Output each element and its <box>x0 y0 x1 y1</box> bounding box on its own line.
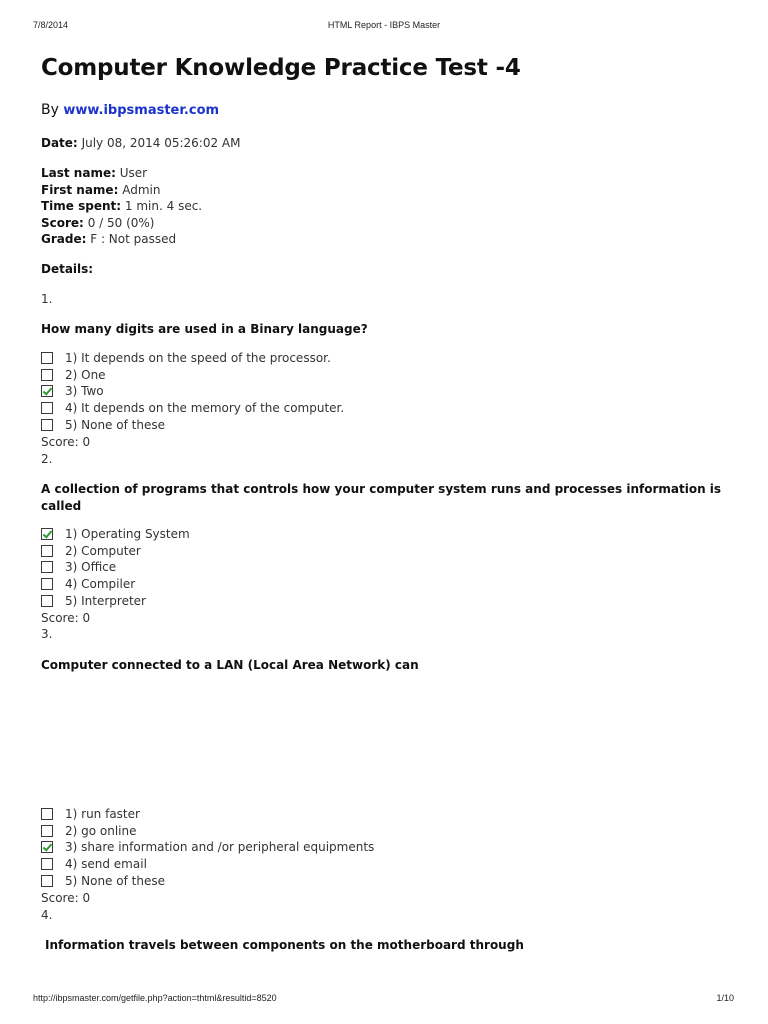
time-spent-label: Time spent: <box>41 199 122 214</box>
answer-options <box>41 526 190 609</box>
date-label: Date: <box>41 136 78 150</box>
score-label: Score: <box>41 215 84 230</box>
answer-option[interactable]: 5) None of these <box>41 872 374 889</box>
page-number: 1/10 <box>716 993 734 1003</box>
checkbox-icon[interactable] <box>41 858 53 870</box>
question-text: Information travels between components on the motherboard through <box>45 938 524 952</box>
checkbox-icon[interactable] <box>41 875 53 887</box>
question-number: 4. <box>41 908 53 922</box>
answer-option[interactable]: 2) Computer <box>41 543 190 560</box>
checkbox-icon[interactable] <box>41 825 53 837</box>
answer-option[interactable]: 5) None of these <box>41 416 344 433</box>
answer-option[interactable]: 3) Two <box>41 383 344 400</box>
checkbox-icon[interactable] <box>41 841 53 853</box>
last-name-label: Last name: <box>41 166 116 180</box>
report-title: Computer Knowledge Practice Test -4 <box>41 55 521 81</box>
byline <box>41 102 219 118</box>
answer-option[interactable]: 5) Interpreter <box>41 592 190 609</box>
question-score: Score: 0 <box>41 435 91 449</box>
grade-value: F : Not passed <box>90 232 177 247</box>
time-spent-row <box>41 198 202 215</box>
first-name-value: Admin <box>122 182 161 197</box>
grade-row <box>41 231 176 248</box>
question-number: 3. <box>41 627 53 641</box>
checkbox-icon[interactable] <box>41 808 53 820</box>
time-spent-value: 1 min. 4 sec. <box>124 199 203 214</box>
last-name-row <box>41 165 147 182</box>
checkbox-icon[interactable] <box>41 419 53 431</box>
checkbox-icon[interactable] <box>41 578 53 590</box>
checkbox-icon[interactable] <box>41 369 53 381</box>
first-name-label: First name: <box>41 182 119 197</box>
answer-option[interactable]: 1) Operating System <box>41 526 190 543</box>
question-score: Score: 0 <box>41 891 91 905</box>
answer-option[interactable]: 1) run faster <box>41 806 374 823</box>
print-url: http://ibpsmaster.com/getfile.php?action=thtml&resultid=8520 <box>33 993 277 1003</box>
question-number: 2. <box>41 452 53 466</box>
checkbox-icon[interactable] <box>41 561 53 573</box>
answer-option[interactable]: 4) It depends on the memory of the computer. <box>41 400 344 417</box>
site-link[interactable]: www.ibpsmaster.com <box>63 103 220 118</box>
details-heading: Details: <box>41 262 94 276</box>
score-row <box>41 215 154 232</box>
question-text: Computer connected to a LAN (Local Area Network) can <box>41 658 419 672</box>
answer-option[interactable]: 4) send email <box>41 856 374 873</box>
print-date: 7/8/2014 <box>33 20 69 30</box>
checkbox-icon[interactable] <box>41 352 53 364</box>
answer-options <box>41 350 344 433</box>
checkbox-icon[interactable] <box>41 402 53 414</box>
answer-option[interactable]: 4) Compiler <box>41 576 190 593</box>
question-number: 1. <box>41 292 53 306</box>
question-score: Score: 0 <box>41 611 91 625</box>
question-text: How many digits are used in a Binary language? <box>41 322 368 336</box>
question-text: A collection of programs that controls how your computer system runs and processes information is called <box>41 482 722 513</box>
answer-option[interactable]: 1) It depends on the speed of the processor. <box>41 350 344 367</box>
answer-option[interactable]: 2) One <box>41 367 344 384</box>
checkbox-icon[interactable] <box>41 528 53 540</box>
date-row <box>41 135 240 152</box>
score-value: 0 / 50 (0%) <box>87 215 155 230</box>
grade-label: Grade: <box>41 232 87 247</box>
first-name-row <box>41 182 160 199</box>
answer-option[interactable]: 3) Office <box>41 559 190 576</box>
checkbox-icon[interactable] <box>41 545 53 557</box>
checkbox-icon[interactable] <box>41 595 53 607</box>
last-name-value: User <box>119 166 148 180</box>
print-title: HTML Report - IBPS Master <box>327 20 441 30</box>
answer-option[interactable]: 2) go online <box>41 823 374 840</box>
checkbox-icon[interactable] <box>41 385 53 397</box>
answer-option[interactable]: 3) share information and /or peripheral equipments <box>41 839 374 856</box>
answer-options <box>41 806 374 889</box>
byline-prefix: By <box>41 102 59 118</box>
date-value: July 08, 2014 05:26:02 AM <box>81 136 241 150</box>
